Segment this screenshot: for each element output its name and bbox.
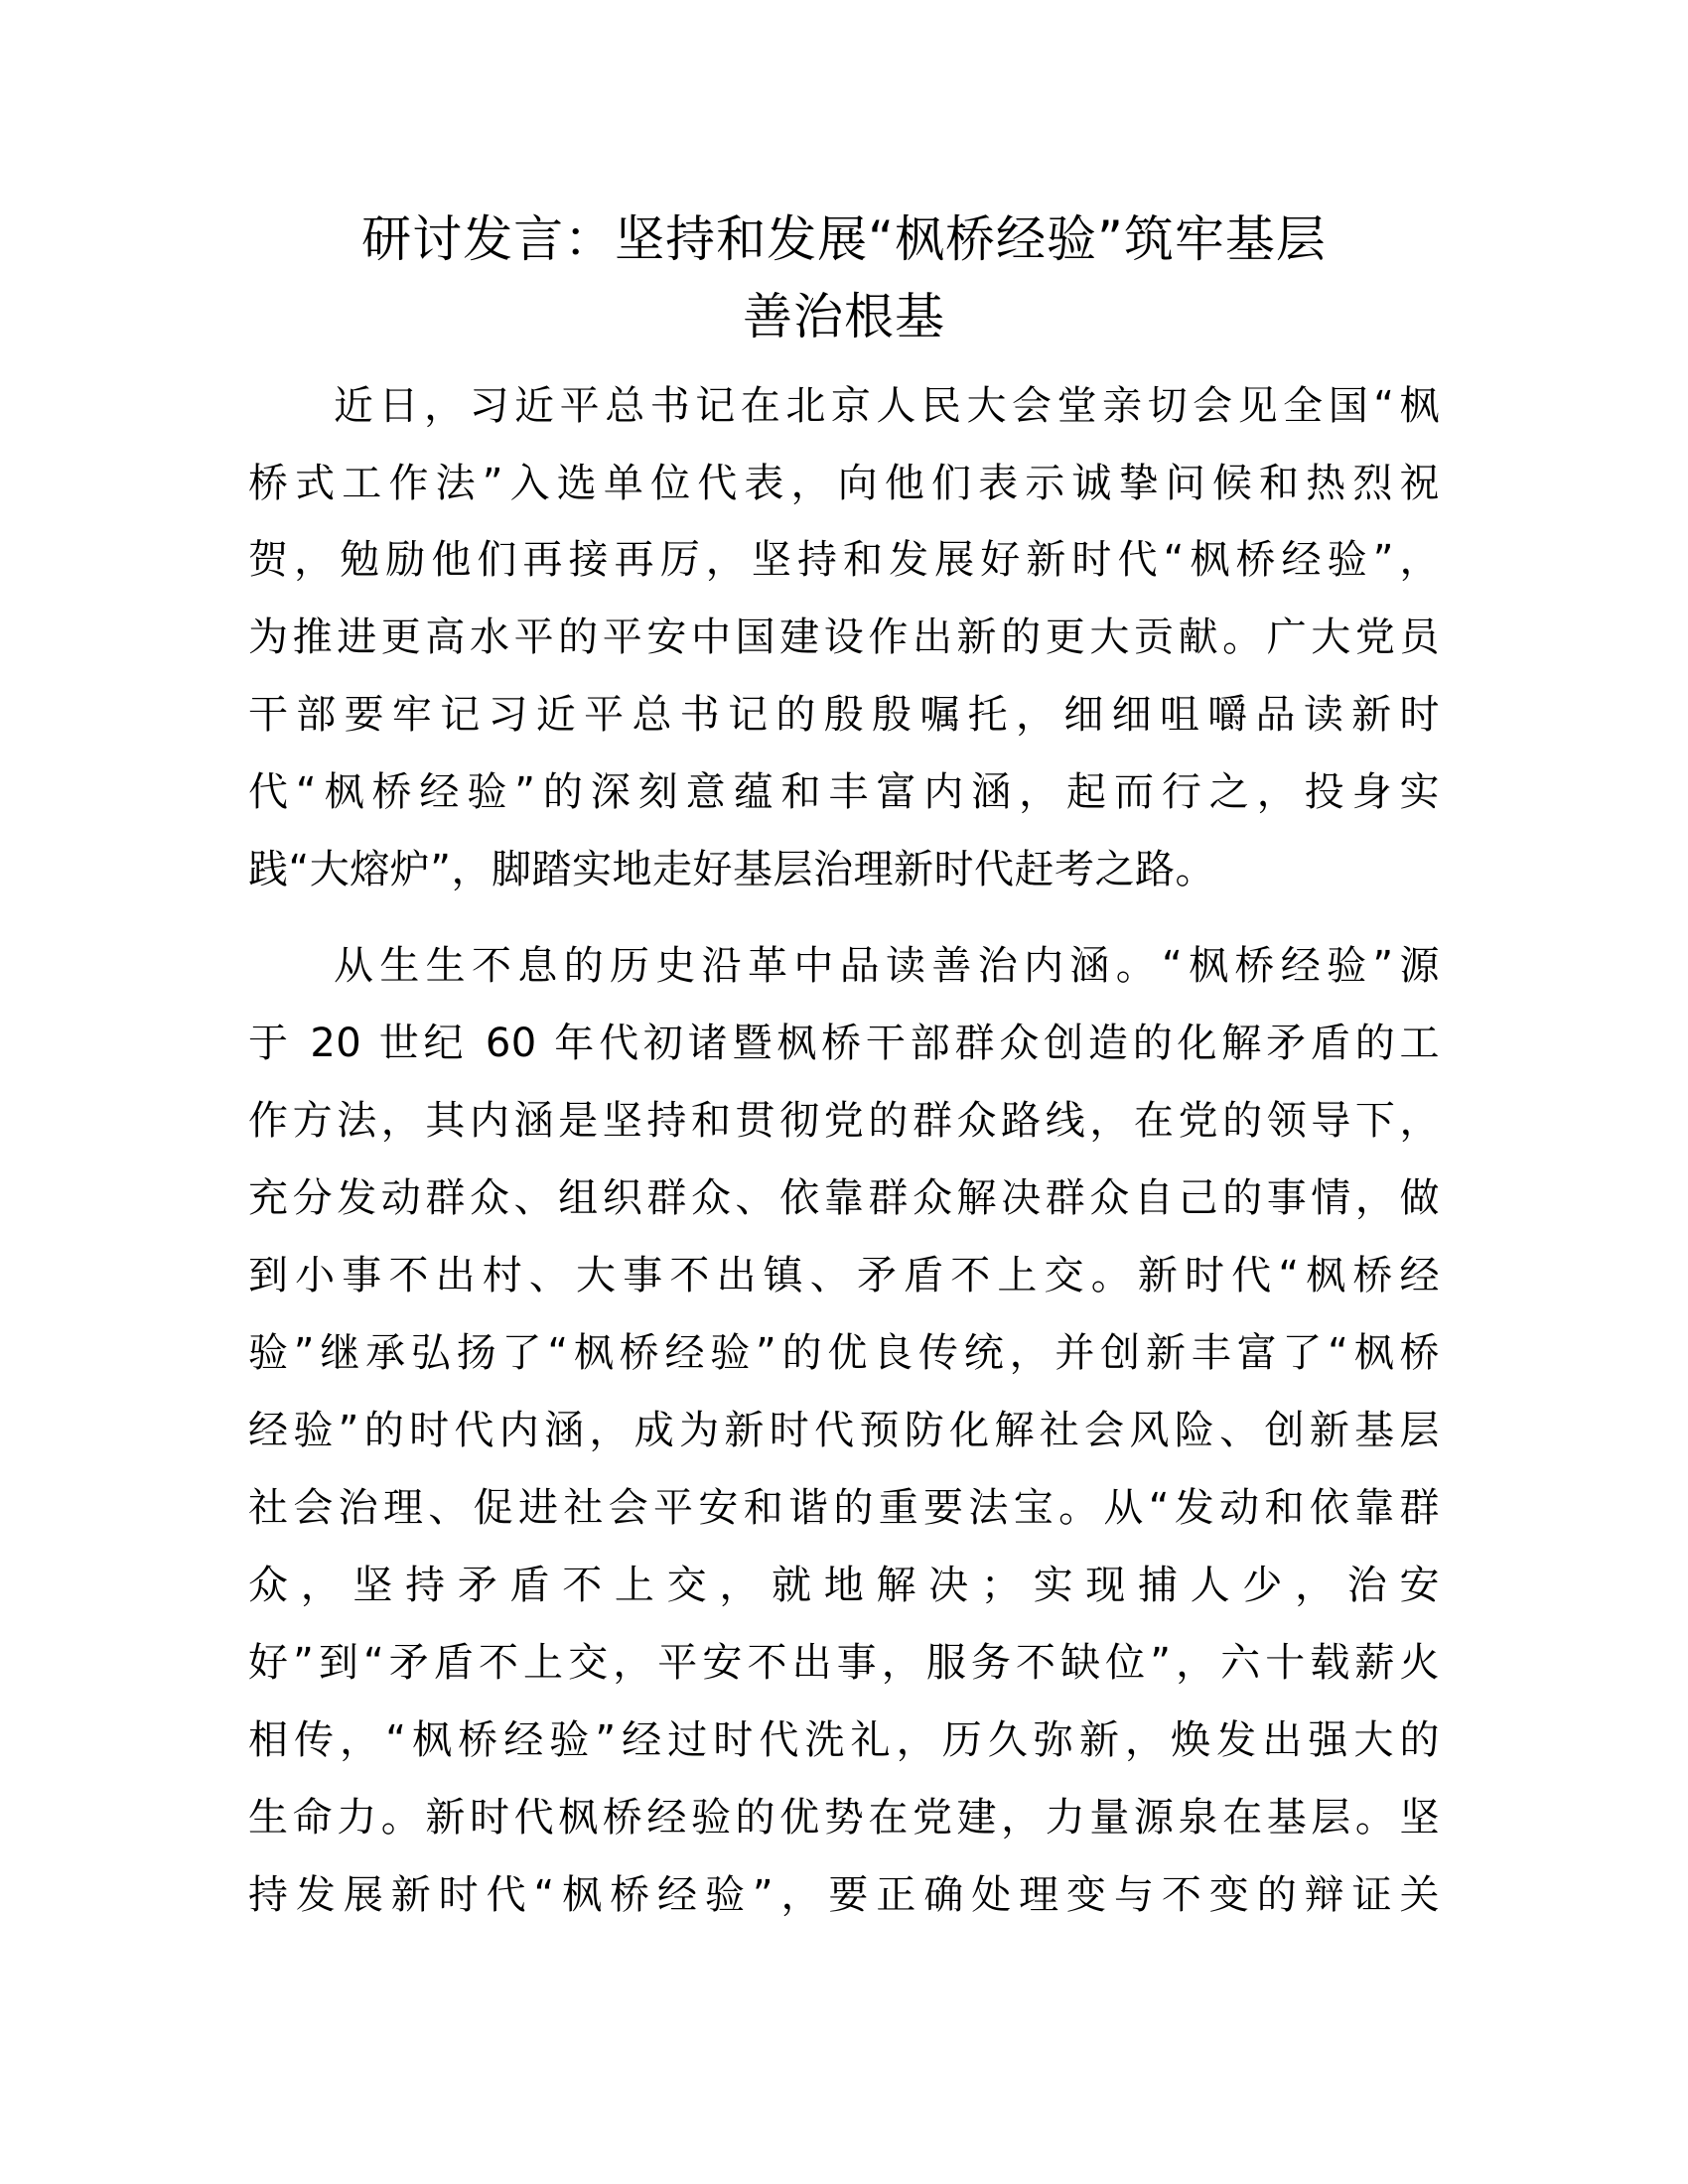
document-title-line-1: 研讨发言：坚持和发展“枫桥经验”筑牢基层	[361, 210, 1327, 268]
paragraph-line: 于 20 世纪 60 年代初诸暨枫桥干部群众创造的化解矛盾的工	[248, 1021, 1440, 1066]
paragraph-line: 到小事不出村、大事不出镇、矛盾不上交。新时代“枫桥经	[248, 1253, 1440, 1298]
paragraph-line: 众，坚持矛盾不上交，就地解决；实现捕人少，治安	[248, 1563, 1440, 1608]
paragraph-line: 经验”的时代内涵，成为新时代预防化解社会风险、创新基层	[248, 1408, 1440, 1453]
paragraph-line: 作方法，其内涵是坚持和贯彻党的群众路线，在党的领导下，	[248, 1098, 1440, 1144]
paragraph-line: 持发展新时代“枫桥经验”，要正确处理变与不变的辩证关	[248, 1872, 1440, 1918]
paragraph-line: 社会治理、促进社会平安和谐的重要法宝。从“发动和依靠群	[248, 1485, 1440, 1531]
paragraph-line: 从生生不息的历史沿革中品读善治内涵。“枫桥经验”源	[334, 943, 1440, 989]
paragraph-line: 为推进更高水平的平安中国建设作出新的更大贡献。广大党员	[248, 614, 1440, 660]
paragraph-line: 充分发动群众、组织群众、依靠群众解决群众自己的事情，做	[248, 1175, 1440, 1221]
paragraph-line: 验”继承弘扬了“枫桥经验”的优良传统，并创新丰富了“枫桥	[248, 1330, 1440, 1376]
paragraph-line: 桥式工作法”入选单位代表，向他们表示诚挚问候和热烈祝	[248, 461, 1440, 506]
paragraph-line: 相传，“枫桥经验”经过时代洗礼，历久弥新，焕发出强大的	[248, 1717, 1440, 1763]
paragraph-line: 干部要牢记习近平总书记的殷殷嘱托，细细咀嚼品读新时	[248, 692, 1440, 738]
document-title-line-2: 善治根基	[743, 288, 945, 345]
paragraph-line: 代“枫桥经验”的深刻意蕴和丰富内涵，起而行之，投身实	[248, 769, 1440, 815]
paragraph-line: 好”到“矛盾不上交，平安不出事，服务不缺位”，六十载薪火	[248, 1640, 1440, 1686]
paragraph-line: 贺，勉励他们再接再厉，坚持和发展好新时代“枫桥经验”，	[248, 537, 1440, 583]
paragraph-line: 近日，习近平总书记在北京人民大会堂亲切会见全国“枫	[334, 383, 1440, 429]
paragraph-line: 践“大熔炉”，脚踏实地走好基层治理新时代赶考之路。	[248, 847, 1215, 892]
paragraph-line: 生命力。新时代枫桥经验的优势在党建，力量源泉在基层。坚	[248, 1795, 1440, 1841]
